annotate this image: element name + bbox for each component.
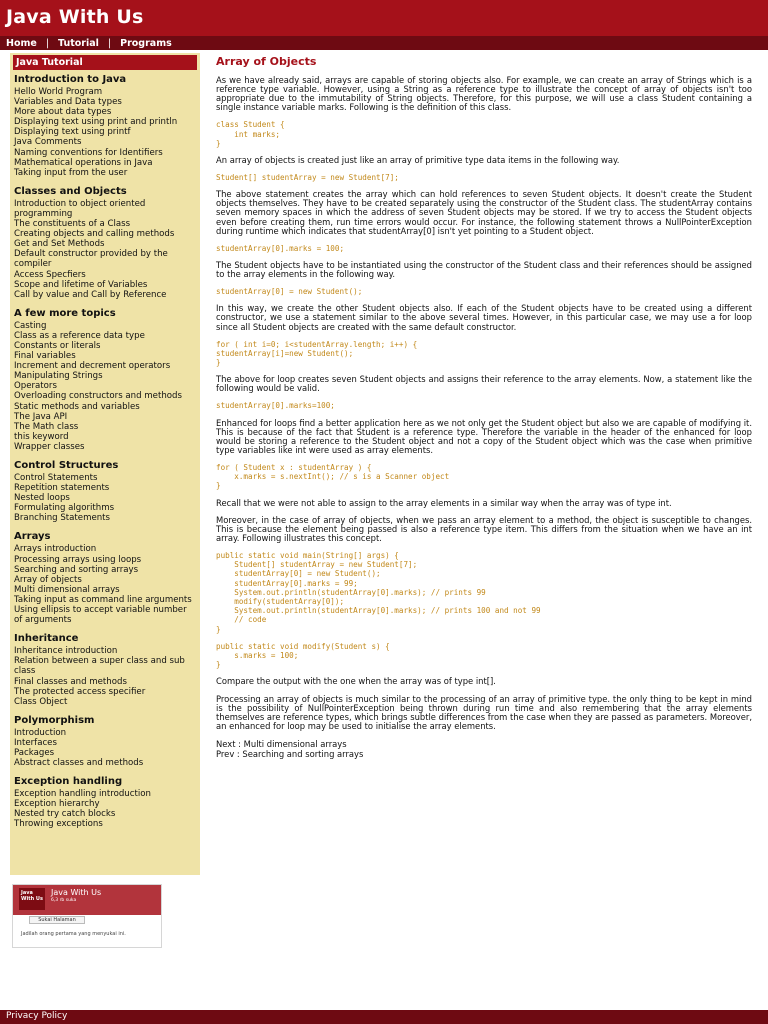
sidebar-section-heading: Introduction to Java — [14, 74, 127, 85]
article-paragraph: Recall that we were not able to assign to the array elements in a similar way when the array was of type int. — [216, 497, 672, 508]
sidebar-link[interactable]: Hello World Program — [14, 87, 103, 97]
article-paragraph: Processing an array of objects is much similar to the processing of an array of primitive type. the only thing to be kept in mind is the possibility of NullPointerException being thrown during run time and also remembering that the array elements themselves are reference types, which brings subtle differences from the case when they are passed as parameters. Moreover, an enhanced for loop may be used to initialise the array elements. — [216, 693, 752, 731]
sidebar-link[interactable]: Operators — [14, 381, 57, 392]
nav-programs-link[interactable]: Programs — [120, 37, 172, 49]
sidebar-link[interactable]: Wrapper classes — [14, 441, 85, 452]
sidebar-link[interactable]: Call by value and Call by Reference — [14, 289, 167, 300]
article-paragraph: In this way, we create the other Student objects also. If each of the Student objects have to be created using a different constructor, we use a statement similar to the above several times. However, in this particular case, we may use a for loop since all Student objects are created with the same default constructor. — [216, 303, 752, 332]
widget-note: Jadilah orang pertama yang menyukai ini. — [21, 931, 126, 937]
code-block: studentArray[0] = new Student(); — [216, 287, 363, 297]
sidebar-section-heading: Exception handling — [14, 776, 123, 788]
sidebar-link[interactable]: Nested try catch blocks — [14, 809, 116, 820]
nav-separator: | — [45, 37, 50, 49]
sidebar-link[interactable]: this keyword — [14, 431, 69, 442]
sidebar-link[interactable]: Nested loops — [14, 493, 70, 504]
sidebar-section-heading: Inheritance — [14, 633, 79, 645]
sidebar-link[interactable]: Relation between a super class and sub class — [14, 656, 185, 677]
sidebar-link[interactable]: Static methods and variables — [14, 401, 140, 412]
sidebar-section — [14, 308, 196, 452]
sidebar-section — [14, 776, 196, 829]
sidebar-link[interactable]: Searching and sorting arrays — [14, 564, 139, 575]
site-header — [0, 0, 768, 36]
sidebar-link[interactable]: More about data types — [14, 107, 112, 118]
sidebar-link[interactable]: Control Statements — [14, 473, 98, 483]
sidebar-link[interactable]: Taking input from the user — [14, 167, 128, 178]
article-paragraph: As we have already said, arrays are capable of storing objects also. For example, we can create an array of Strings which is a reference type variable. However, using a String as a reference type to illustrate the concept of array of objects isn't too appropriate due to the immutability of String objects. Therefore, for this purpose, we will use a class Student containing a single instance variable marks. Following is the definition of this class. — [216, 75, 752, 113]
sidebar-title: Java Tutorial — [13, 55, 197, 70]
sidebar-section-heading: Polymorphism — [14, 714, 95, 726]
sidebar-link[interactable]: Access Specfiers — [14, 269, 86, 280]
article-paragraph: The above statement creates the array which can hold references to seven Student objects. It doesn't create the Student objects themselves. They have to be created separately using the constructor of the Student class. The studentArray contains seven memory spaces in which the address of seven Student objects may be stored. If we try to access the Student objects even before creating them, run time errors would occur. For instance, the following statement throws a NullPointerException during runtime which indicates that studentArray[0] isn't yet pointing to a Student object. — [216, 189, 752, 236]
prev-page-link[interactable]: Prev : Searching and sorting arrays — [216, 748, 364, 759]
nav-home-link[interactable]: Home — [6, 37, 37, 49]
sidebar-link[interactable]: Interfaces — [14, 737, 57, 748]
code-block: studentArray[0].marks=100; — [216, 401, 335, 411]
sidebar-link[interactable]: Final variables — [14, 351, 76, 362]
sidebar-link[interactable]: The protected access specifier — [14, 686, 146, 697]
sidebar-section-heading: Classes and Objects — [14, 185, 127, 197]
sidebar-link[interactable]: Naming conventions for Identifiers — [14, 147, 163, 158]
code-block: class Student { int marks; } — [216, 120, 285, 148]
sidebar-section-heading: Control Structures — [14, 460, 119, 471]
sidebar-link[interactable]: Using ellipsis to accept variable number of arguments — [14, 605, 187, 626]
sidebar-link[interactable]: Formulating algorithms — [14, 503, 115, 514]
sidebar-section — [14, 633, 196, 707]
code-block: public static void modify(Student s) { s.marks = 100; } — [216, 641, 390, 670]
sidebar-link[interactable]: Exception handling introduction — [14, 789, 151, 800]
site-title: Java With Us — [6, 6, 144, 28]
sidebar-link[interactable]: Introduction — [14, 727, 67, 738]
sidebar-section — [14, 460, 196, 523]
sidebar-link[interactable]: Constants or literals — [14, 340, 101, 351]
article-paragraph: Compare the output with the one when the array was of type int[]. — [216, 676, 496, 687]
sidebar-link[interactable]: Abstract classes and methods — [14, 758, 144, 769]
sidebar — [10, 53, 200, 875]
sidebar-link[interactable]: Taking input as command line arguments — [14, 594, 192, 605]
sidebar-link[interactable]: The constituents of a Class — [14, 219, 131, 230]
sidebar-link[interactable]: Array of objects — [14, 574, 82, 585]
sidebar-link[interactable]: Displaying text using print and println — [14, 117, 178, 128]
sidebar-link[interactable]: Inheritance introduction — [14, 646, 118, 657]
sidebar-link[interactable]: Throwing exceptions — [14, 819, 103, 830]
code-block: for ( Student x : studentArray ) { x.marks = s.nextInt(); // s is a Scanner object } — [216, 463, 450, 491]
sidebar-link[interactable]: Repetition statements — [14, 483, 110, 494]
sidebar-link[interactable]: Multi dimensional arrays — [14, 584, 120, 595]
sidebar-link[interactable]: Packages — [14, 747, 55, 758]
widget-page-name[interactable]: Java With Us — [51, 888, 102, 897]
sidebar-link[interactable]: The Java API — [14, 411, 68, 422]
article-paragraph: An array of objects is created just like an array of primitive type data items in the following way. — [216, 154, 620, 165]
sidebar-link[interactable]: Casting — [14, 320, 47, 331]
sidebar-section — [14, 186, 196, 300]
article-paragraph: The Student objects have to be instantiated using the constructor of the Student class and their references should be assigned to the array elements in the following way. — [216, 259, 752, 280]
code-block: public static void main(String[] args) { Student[] studentArray = new Student[7]; studentArray[0] = new Student(); studentArray[0].marks = 99; System.out.println(studentArray[0].marks); // prints 99 modify(studentArray[0]); System.out.println(studentArray[0].marks); // prints 100 and not 99 // code } — [216, 550, 541, 634]
nav-separator: | — [107, 37, 112, 49]
page-title: Array of Objects — [216, 55, 317, 68]
sidebar-section-heading: Arrays — [14, 531, 51, 543]
widget-like-count: 6,3 rb suka — [51, 898, 77, 903]
next-page-link[interactable]: Next : Multi dimensional arrays — [216, 738, 347, 749]
sidebar-link[interactable]: Increment and decrement operators — [14, 361, 171, 372]
sidebar-link[interactable]: Overloading constructors and methods — [14, 391, 182, 402]
sidebar-link[interactable]: Introduction to object oriented programming — [14, 198, 146, 219]
sidebar-link[interactable]: Exception hierarchy — [14, 799, 100, 810]
sidebar-link[interactable]: Get and Set Methods — [14, 239, 105, 250]
nav-tutorial-link[interactable]: Tutorial — [58, 37, 99, 49]
sidebar-link[interactable]: Class Object — [14, 696, 68, 707]
sidebar-link[interactable]: Java Comments — [14, 137, 82, 148]
sidebar-link[interactable]: Class as a reference data type — [14, 330, 145, 341]
sidebar-link[interactable]: Creating objects and calling methods — [14, 229, 175, 240]
sidebar-link[interactable]: The Math class — [14, 421, 79, 432]
sidebar-section — [14, 74, 196, 178]
sidebar-link[interactable]: Manipulating Strings — [14, 371, 103, 382]
sidebar-link[interactable]: Mathematical operations in Java — [14, 157, 153, 168]
sidebar-link[interactable]: Default constructor provided by the compiler — [14, 249, 168, 270]
sidebar-link[interactable]: Displaying text using printf — [14, 127, 131, 138]
sidebar-sections — [14, 74, 196, 830]
article-content — [216, 55, 752, 759]
sidebar-link[interactable]: Final classes and methods — [14, 676, 127, 687]
sidebar-link[interactable]: Processing arrays using loops — [14, 554, 142, 565]
like-page-button[interactable]: Sukai Halaman — [29, 916, 85, 924]
article-paragraph: Moreover, in the case of array of objects, when we pass an array element to a method, the object is susceptible to changes. This is because the element being passed is also a reference type item. This differs from the situation when we have an int array. Following illustrates this concept. — [216, 514, 752, 543]
facebook-like-widget — [12, 884, 162, 948]
sidebar-section-heading: A few more topics — [14, 307, 116, 319]
code-block: Student[] studentArray = new Student[7]; — [216, 173, 399, 183]
widget-logo[interactable]: Java With Us — [19, 888, 45, 910]
code-block: studentArray[0].marks = 100; — [216, 243, 345, 253]
sidebar-link[interactable]: Variables and Data types — [14, 97, 122, 108]
code-block: for ( int i=0; i<studentArray.length; i++) { studentArray[i]=new Student(); } — [216, 339, 418, 368]
site-footer — [0, 1010, 768, 1024]
article-paragraph: Enhanced for loops find a better application here as we not only get the Student object but also we are capable of modifying it. This is because of the fact that Student is a reference type. Therefore the variable in the header of the enhanced for loop would be storing a reference to the Student object and not a copy of the Student object which was the case when primitive type variables like int were used as array elements. — [216, 417, 752, 455]
article-paragraph: The above for loop creates seven Student objects and assigns their reference to the array elements. Now, a statement like the following would be valid. — [216, 374, 752, 394]
sidebar-link[interactable]: Branching Statements — [14, 513, 111, 524]
sidebar-section — [14, 531, 196, 625]
sidebar-link[interactable]: Scope and lifetime of Variables — [14, 279, 148, 290]
sidebar-section — [14, 715, 196, 768]
top-nav — [0, 36, 768, 50]
sidebar-link[interactable]: Arrays introduction — [14, 544, 97, 555]
privacy-policy-link[interactable]: Privacy Policy — [6, 1011, 68, 1021]
